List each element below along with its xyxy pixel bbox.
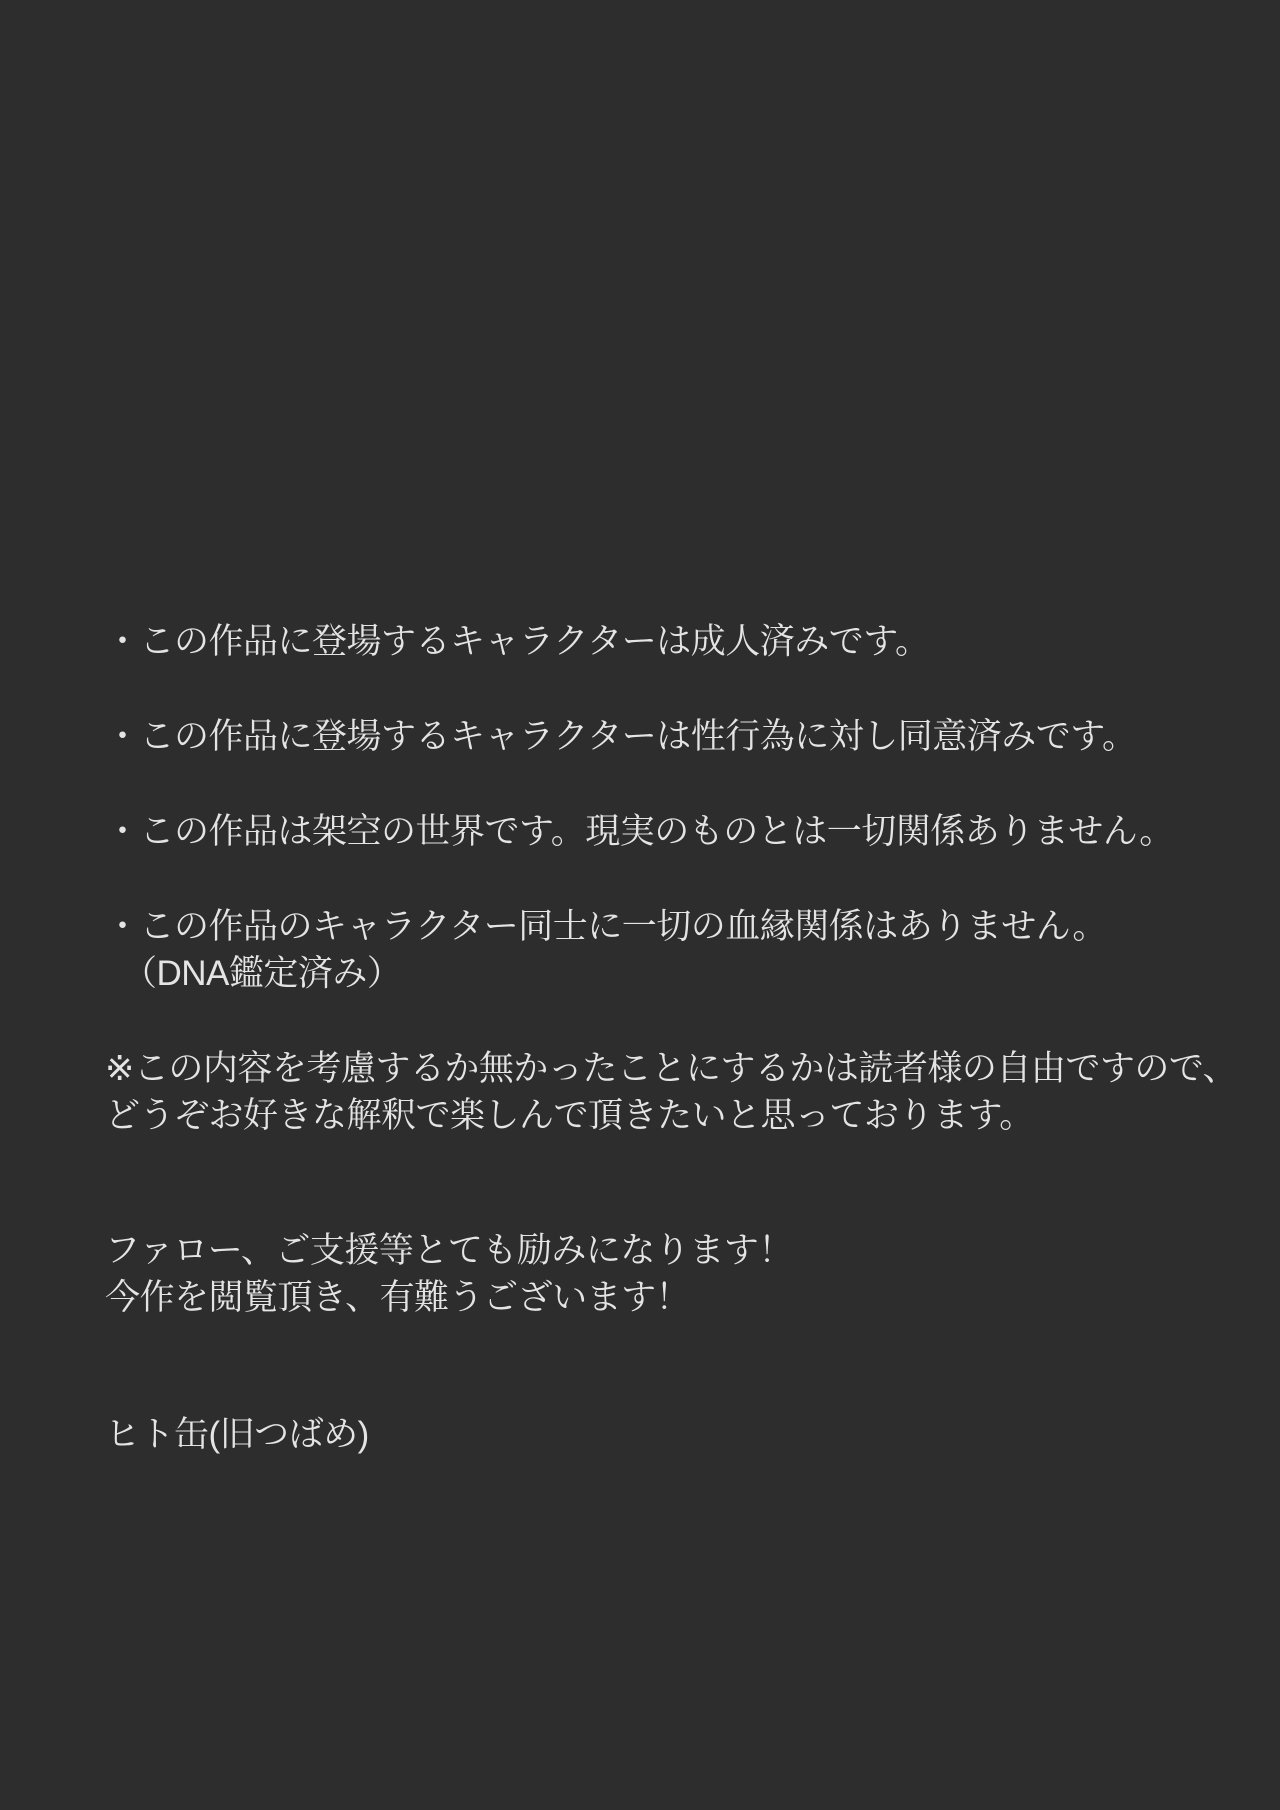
disclaimer-line-consent: ・この作品に登場するキャラクターは性行為に対し同意済みです。	[105, 717, 1137, 756]
disclaimer-line-adult: ・この作品に登場するキャラクターは成人済みです。	[105, 622, 930, 661]
thanks-line-follow: ファロー、ご支援等とても励みになります！	[105, 1231, 793, 1270]
reader-note-line-1: ※この内容を考慮するか無かったことにするかは読者様の自由ですので、	[105, 1049, 1238, 1088]
disclaimer-line-blood-relation: ・この作品のキャラクター同士に一切の血縁関係はありません。	[105, 907, 1107, 946]
disclaimer-line-fiction: ・この作品は架空の世界です。現実のものとは一切関係ありません。	[105, 812, 1174, 851]
disclaimer-text-block	[105, 618, 1250, 1458]
disclaimer-line-dna-note: （DNA鑑定済み）	[105, 954, 402, 993]
thanks-line-viewing: 今作を閲覧頂き、有難うございます！	[105, 1278, 691, 1317]
reader-note-line-2: どうぞお好きな解釈で楽しんで頂きたいと思っております。	[105, 1096, 1034, 1135]
author-credit: ヒト缶(旧つばめ)	[105, 1415, 369, 1454]
